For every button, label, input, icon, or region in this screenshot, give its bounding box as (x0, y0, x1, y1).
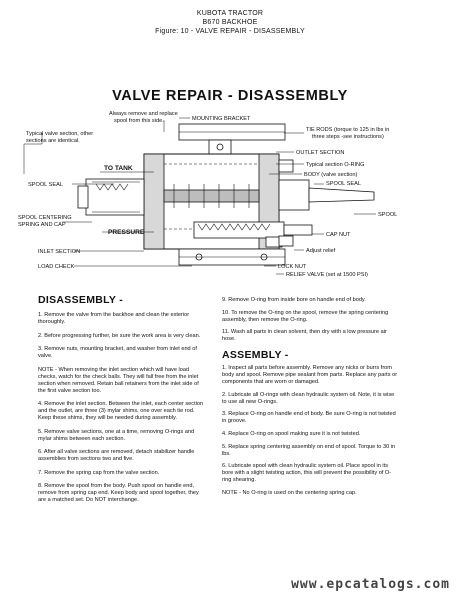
label-spool-centering-2: SPRING AND CAP (18, 222, 66, 228)
assembly-step: 5. Replace spring centering assembly on end of spool. Torque to 30 in lbs. (222, 443, 396, 457)
label-typical-valve-2: sections are identical. (26, 138, 80, 144)
disassembly-step: 10. To remove the O-ring on the spool, remove the spring centering assembly, then remove the O-ring. (222, 309, 389, 323)
label-adjust-relief: Adjust relief (306, 248, 336, 254)
disassembly-step: 2. Before progressing further, be sure the work area is very clean. (38, 332, 201, 339)
assembly-step: 4. Replace O-ring on spool making sure it is not twisted. (222, 430, 361, 437)
disassembly-title: DISASSEMBLY - (38, 294, 124, 306)
assembly-step: 6. Lubricate spool with clean hydraulic system oil. Place spool in its bore with a slight twisting action, this will prevent the possibility of O-ring shearing. (222, 463, 392, 484)
cap-nut-shape (284, 225, 312, 235)
disassembly-note: NOTE - When removing the inlet section which will have load checks, watch for the check balls. They will fall free from the inlet section when removed. Retain ball retainers from the inlet side of the first valve section too. (38, 366, 199, 394)
label-cap-nut: CAP NUT (326, 232, 351, 238)
assembly-step: 1. Inspect all parts before assembly. Remove any nicks or burrs from body and spool. Remove pipe sealant from parts. Replace any parts or components that are worn or damaged. (222, 365, 398, 386)
disassembly-step: 7. Remove the spring cap from the valve section. (38, 469, 160, 476)
relief-valve-shape (194, 222, 284, 238)
label-load-check: LOAD CHECK (38, 264, 75, 270)
valve-drawing (78, 124, 374, 265)
disassembly-step: 8. Remove the spool from the body. Push spool on handle end, remove from spring cap end. Keep body and spool together, they are a matched set. Do NOT interchange. (38, 483, 199, 503)
label-typical-oring: Typical section O-RING (306, 162, 365, 168)
assembly-step: 2. Lubricate all O-rings with clean hydraulic system oil. Note, it is wise to use all new O-rings. (222, 391, 395, 405)
label-relief-valve: RELIEF VALVE (set at 1500 PSI) (286, 272, 368, 278)
assembly-note: NOTE - No O-ring is used on the centering spring cap. (222, 489, 357, 496)
disassembly-step: 11. Wash all parts in clean solvent, then dry with a low pressure air hose. (222, 329, 387, 343)
label-spool-seal-left: SPOOL SEAL (28, 182, 63, 188)
label-to-tank: TO TANK (104, 165, 133, 172)
label-outlet-section: OUTLET SECTION (296, 150, 345, 156)
spool-handle-shape (309, 188, 374, 202)
disassembly-step: 3. Remove nuts, mounting bracket, and washer from inlet end of valve. (38, 346, 197, 359)
label-spool: SPOOL (378, 212, 398, 218)
spool-centering-cap-shape (86, 179, 144, 215)
label-typical-valve-1: Typical valve section, other (26, 131, 94, 137)
label-mounting-bracket: MOUNTING BRACKET (192, 116, 251, 122)
header-figure-caption: Figure: 10 - VALVE REPAIR - DISASSEMBLY (155, 28, 305, 35)
inlet-section-shape (144, 154, 164, 249)
document-header (0, 9, 460, 36)
spool-seal-housing (279, 180, 309, 210)
label-body: BODY (valve section) (304, 172, 358, 178)
disassembly-step: 9. Remove O-ring from inside bore on handle end of body. (222, 297, 366, 303)
assembly-step: 3. Replace O-ring on handle end of body. Be sure O-ring is not twisted in groove. (222, 411, 396, 425)
internal-spool-shape (164, 190, 259, 202)
label-spool-seal-right: SPOOL SEAL (326, 181, 361, 187)
watermark-text: www.epcatalogs.com (291, 577, 450, 592)
disassembly-step: 6. After all valve sections are removed, detach stabilizer handle assemblies from sections two and five. (38, 449, 195, 462)
disassembly-step: 4. Remove the inlet section. Between the inlet, each center section and the outlet, are three (3) mylar shims, one over each tie rod. Keep these shims, they will be needed during assembly. (38, 401, 204, 421)
label-inlet-section: INLET SECTION (38, 249, 81, 255)
label-always-remove-2: spool from this side. (114, 118, 164, 124)
label-always-remove-1: Always remove and replace (109, 111, 178, 117)
disassembly-step: 5. Remove valve sections, one at a time, removing O-rings and mylar shims between each section. (38, 428, 195, 442)
outlet-port-shape (209, 140, 231, 154)
page-title: VALVE REPAIR - DISASSEMBLY (112, 88, 348, 104)
label-spool-centering-1: SPOOL CENTERING (18, 215, 72, 221)
header-line-1: KUBOTA TRACTOR (196, 10, 264, 17)
label-lock-nut: LOCK NUT (278, 264, 307, 270)
valve-diagram (14, 104, 454, 294)
right-column (222, 297, 400, 502)
header-line-2: B670 BACKHOE (202, 19, 258, 26)
label-tie-rods-1: TIE RODS (torque to 125 in lbs in (306, 127, 390, 133)
label-tie-rods-2: three steps -see instructions) (312, 134, 384, 140)
label-pressure: PRESSURE (108, 229, 145, 236)
disassembly-column (38, 294, 208, 511)
assembly-title: ASSEMBLY - (222, 349, 289, 362)
disassembly-step: 1. Remove the valve from the backhoe and clean the exterior thoroughly. (38, 312, 190, 325)
